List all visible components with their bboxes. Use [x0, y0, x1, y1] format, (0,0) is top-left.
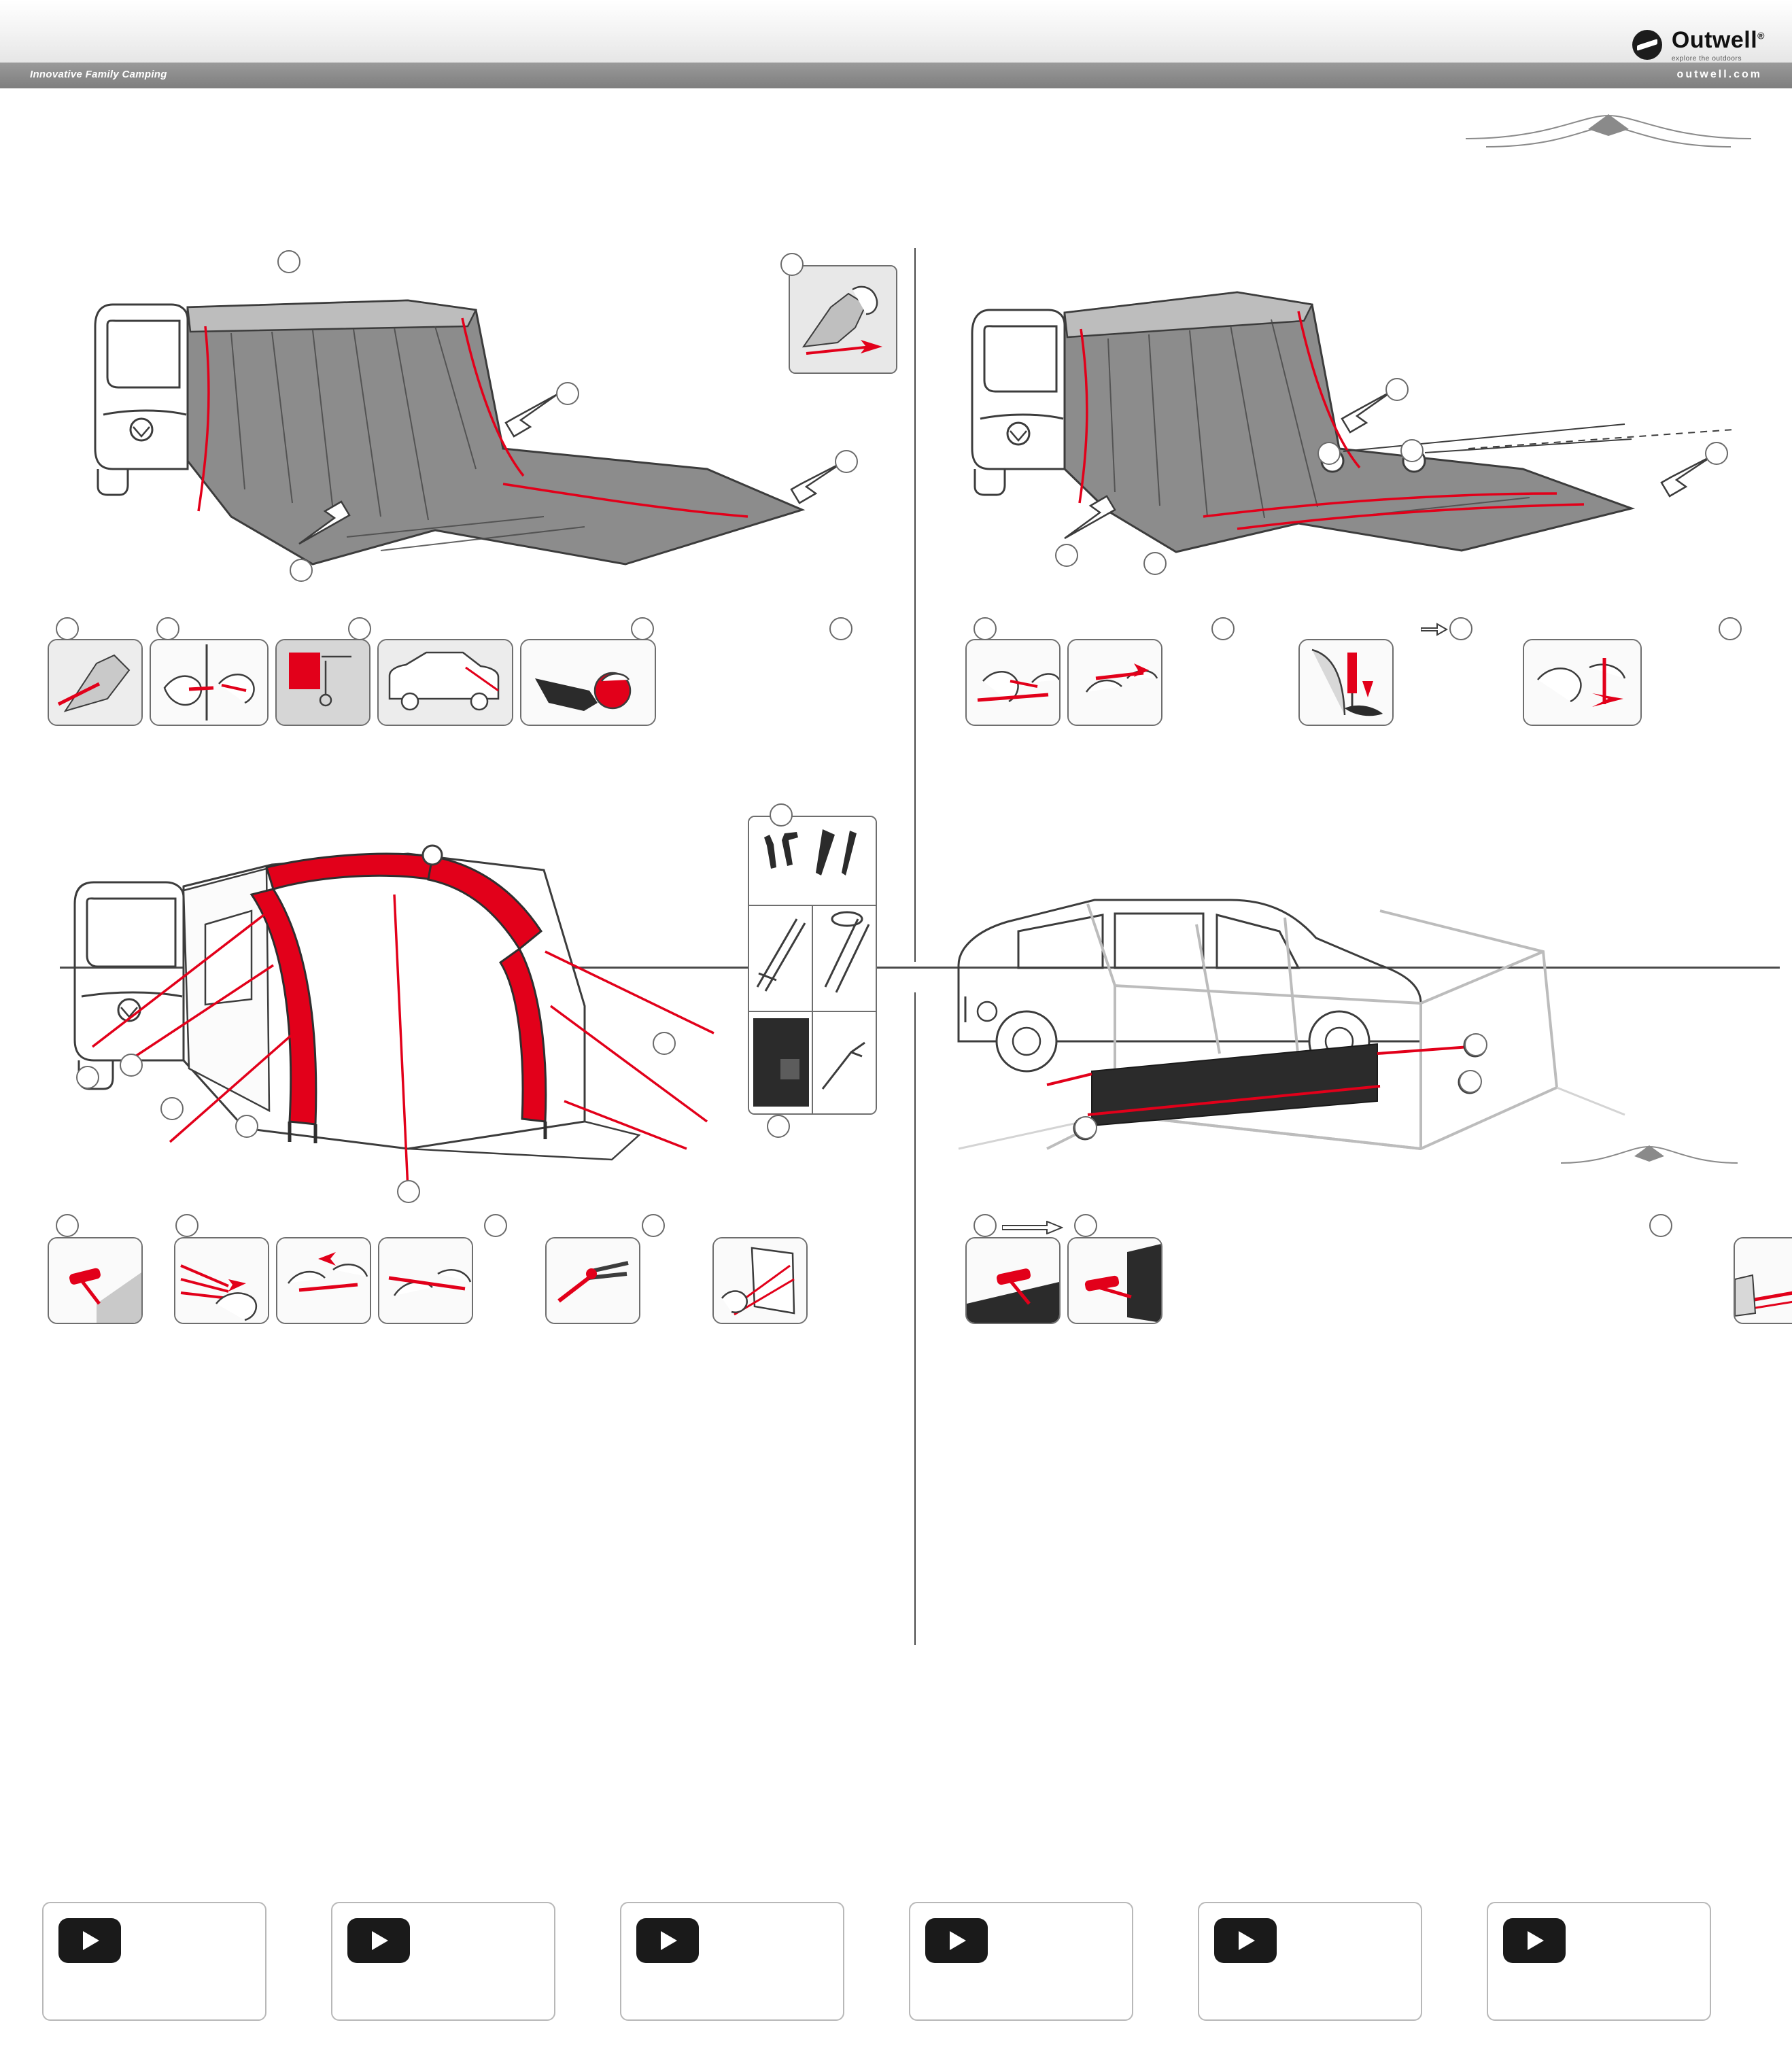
illustration-attach-canopy [27, 245, 911, 625]
callout-marker [770, 803, 793, 827]
video-card[interactable] [620, 1902, 844, 2021]
detail-step-7 [275, 639, 371, 726]
panel-divider-top [914, 248, 916, 962]
play-icon[interactable] [925, 1918, 988, 1963]
callout-marker [175, 1214, 199, 1237]
brand-registered-mark: ® [1757, 30, 1765, 41]
detail-step-31 [712, 1237, 808, 1324]
callout-marker [973, 617, 997, 640]
callout-marker [76, 1066, 99, 1089]
video-card[interactable] [42, 1902, 266, 2021]
outwell-logo-icon [1632, 30, 1662, 60]
panel-bottom-right [945, 829, 1768, 1393]
video-card[interactable] [1487, 1902, 1711, 2021]
detail-step-18 [1523, 639, 1642, 726]
callout-marker [484, 1214, 507, 1237]
video-card[interactable] [331, 1902, 555, 2021]
callout-marker [1649, 1214, 1672, 1237]
detail-strip-top-right [965, 639, 1642, 726]
callout-marker [290, 559, 313, 582]
callout-marker [397, 1180, 420, 1203]
play-icon[interactable] [636, 1918, 699, 1963]
detail-step-17 [1298, 639, 1394, 726]
detail-step-16 [1067, 639, 1162, 726]
detail-step-29 [378, 1237, 473, 1324]
detail-step-6 [150, 639, 269, 726]
strapline: Innovative Family Camping [30, 69, 167, 80]
callout-marker [348, 617, 371, 640]
detail-step-36 [1734, 1237, 1792, 1324]
brand-name: Outwell® [1671, 27, 1765, 53]
panel-bottom-left [27, 829, 911, 1393]
brand-tagline: explore the outdoors [1671, 55, 1742, 63]
callout-marker [1400, 439, 1424, 462]
callout-marker [1211, 617, 1235, 640]
callout-marker [56, 1214, 79, 1237]
callout-marker [160, 1097, 184, 1120]
callout-marker [235, 1115, 258, 1138]
video-card[interactable] [1198, 1902, 1422, 2021]
callout-marker [1317, 442, 1341, 465]
panel-divider-bottom [914, 992, 916, 1645]
inset-detail-step-2 [789, 265, 897, 374]
accessory-kit-panel [748, 816, 877, 1115]
detail-strip-bottom-right [965, 1237, 1792, 1324]
callout-marker [1074, 1116, 1097, 1139]
callout-marker [1705, 442, 1728, 465]
callout-marker [780, 253, 804, 276]
callout-marker [1719, 617, 1742, 640]
detail-step-34 [965, 1237, 1061, 1324]
callout-marker [1143, 552, 1167, 575]
brand-block [1632, 27, 1765, 63]
detail-strip-bottom-left [48, 1237, 808, 1324]
detail-step-9 [520, 639, 656, 726]
video-card[interactable] [909, 1902, 1133, 2021]
video-links-row [42, 1902, 1711, 2021]
instruction-page [0, 88, 1792, 2048]
callout-marker [829, 617, 852, 640]
detail-step-8 [377, 639, 513, 726]
callout-marker [56, 617, 79, 640]
callout-marker [1055, 544, 1078, 567]
play-icon[interactable] [1214, 1918, 1277, 1963]
play-icon[interactable] [58, 1918, 121, 1963]
callout-marker [120, 1054, 143, 1077]
callout-marker [1449, 617, 1472, 640]
callout-marker [1074, 1214, 1097, 1237]
page-header [0, 0, 1792, 63]
panel-top-right [945, 245, 1768, 721]
detail-step-28 [276, 1237, 371, 1324]
detail-step-30 [545, 1237, 640, 1324]
callout-marker [556, 382, 579, 405]
callout-marker [767, 1115, 790, 1138]
callout-marker [835, 450, 858, 473]
detail-step-35 [1067, 1237, 1162, 1324]
arrow-right-icon [1421, 623, 1448, 636]
website-url: outwell.com [1676, 69, 1762, 80]
illustration-secure-guylines [945, 245, 1768, 625]
arrow-right-icon [1002, 1221, 1063, 1234]
detail-step-26 [48, 1237, 143, 1324]
panel-top-left [27, 245, 911, 721]
play-icon[interactable] [347, 1918, 410, 1963]
callout-marker [277, 250, 300, 273]
callout-marker [1459, 1070, 1482, 1093]
illustration-draught-skirt [945, 829, 1768, 1305]
callout-marker [1385, 378, 1409, 401]
detail-step-27 [174, 1237, 269, 1324]
callout-marker [156, 617, 179, 640]
callout-marker [653, 1032, 676, 1055]
callout-marker [631, 617, 654, 640]
detail-step-5 [48, 639, 143, 726]
callout-marker [973, 1214, 997, 1237]
detail-strip-top-left [48, 639, 656, 726]
play-icon[interactable] [1503, 1918, 1566, 1963]
callout-marker [1464, 1033, 1487, 1056]
decorative-swoosh-top [1466, 109, 1751, 156]
callout-marker [642, 1214, 665, 1237]
detail-step-15 [965, 639, 1061, 726]
page-subheader [0, 63, 1792, 88]
